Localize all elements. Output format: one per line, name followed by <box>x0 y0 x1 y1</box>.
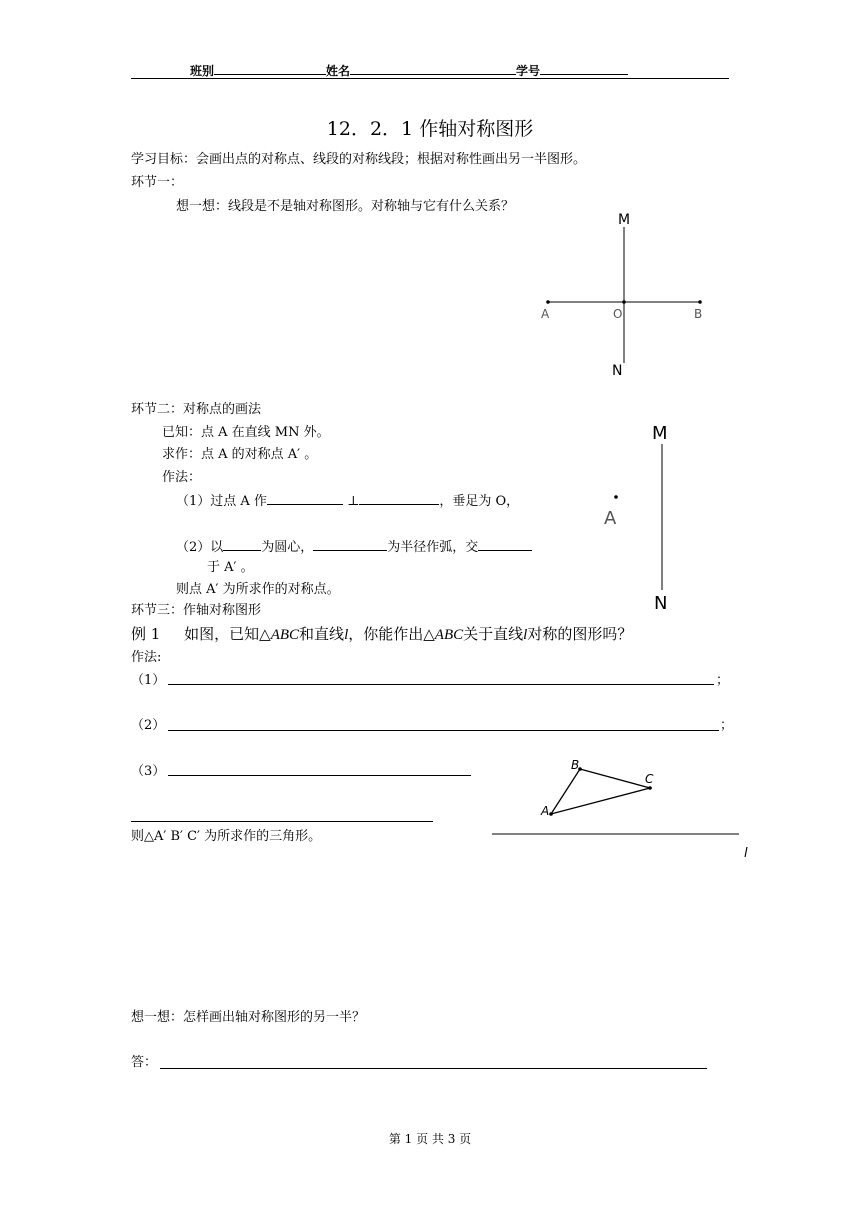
step2-blank-2[interactable] <box>313 538 387 551</box>
name-label: 姓名 <box>326 64 351 78</box>
page-footer: 第 1 页 共 3 页 <box>388 1132 472 1146</box>
step2-semicolon: ； <box>720 718 734 733</box>
step1-semicolon: ； <box>716 673 730 688</box>
step3-label: （3） <box>131 764 166 779</box>
point-b <box>698 300 702 304</box>
step1-blank-2[interactable] <box>359 492 439 505</box>
header-fields <box>190 62 628 79</box>
triangle-figure <box>480 755 750 865</box>
step3-answer-line[interactable] <box>168 775 471 776</box>
label-m: M <box>618 212 631 228</box>
id-label: 学号 <box>516 64 541 78</box>
label-b: B <box>571 758 580 772</box>
think-question: 想一想：怎样画出轴对称图形的另一半？ <box>131 1010 366 1025</box>
step1-label: （1） <box>131 673 166 688</box>
section2-known: 已知：点 A 在直线 MN 外。 <box>162 425 330 440</box>
step2-answer-line[interactable] <box>168 730 719 731</box>
step1-answer-line[interactable] <box>168 684 714 685</box>
label-b: B <box>694 307 703 321</box>
answer-line[interactable] <box>160 1068 707 1069</box>
point-a <box>614 495 618 499</box>
label-o: O <box>613 307 623 321</box>
label-n: N <box>654 593 668 614</box>
section1-question: 想一想：线段是不是轴对称图形。对称轴与它有什么关系？ <box>176 199 515 214</box>
label-m: M <box>652 423 668 444</box>
section3-conclusion: 则△A′ B′ C′ 为所求作的三角形。 <box>131 829 322 844</box>
point-o <box>622 300 626 304</box>
step2-label: （2） <box>131 718 166 733</box>
class-field[interactable] <box>214 62 326 75</box>
label-l: l <box>744 846 748 861</box>
label-a: A <box>541 804 550 818</box>
section2-step2-cont: 于 A′ 。 <box>207 560 254 575</box>
page-title: 12．2．1 作轴对称图形 <box>326 118 534 140</box>
section3-heading: 环节三：作轴对称图形 <box>131 603 262 618</box>
section2-step1: （1）过点 A 作 ⊥ ，垂足为 O， <box>176 494 520 509</box>
label-n: N <box>612 363 623 379</box>
label-a: A <box>541 307 550 321</box>
label-a: A <box>604 508 617 529</box>
learning-objective: 学习目标：会画出点的对称点、线段的对称线段；根据对称性画出另一半图形。 <box>131 152 587 167</box>
id-field[interactable] <box>540 62 628 75</box>
point-line-figure <box>590 420 700 615</box>
step3-answer-line-2[interactable] <box>131 821 433 822</box>
triangle-abc <box>551 769 650 814</box>
example-1: 例 1 如图，已知△ABC和直线l，你能作出△ABC关于直线l对称的图形吗？ <box>131 625 633 643</box>
step2-blank-3[interactable] <box>478 538 532 551</box>
section1-heading: 环节一： <box>131 175 184 190</box>
step1-blank-1[interactable] <box>267 492 343 505</box>
vertex-a <box>549 812 553 816</box>
name-field[interactable] <box>350 62 516 75</box>
vertex-c <box>648 786 652 790</box>
segment-axis-figure <box>530 205 720 385</box>
section2-task: 求作：点 A 的对称点 A′ 。 <box>162 447 318 462</box>
point-a <box>546 300 550 304</box>
answer-label: 答： <box>131 1055 158 1070</box>
section2-heading: 环节二：对称点的画法 <box>131 402 262 417</box>
section2-conclusion: 则点 A′ 为所求作的对称点。 <box>176 582 340 597</box>
section2-step2: （2）以 为圆心， 为半径作弧，交 <box>176 538 532 556</box>
step2-blank-1[interactable] <box>223 538 261 551</box>
label-c: C <box>645 772 654 786</box>
section3-method: 作法: <box>131 650 162 665</box>
class-label: 班别 <box>190 64 215 78</box>
section2-method: 作法： <box>162 470 202 485</box>
